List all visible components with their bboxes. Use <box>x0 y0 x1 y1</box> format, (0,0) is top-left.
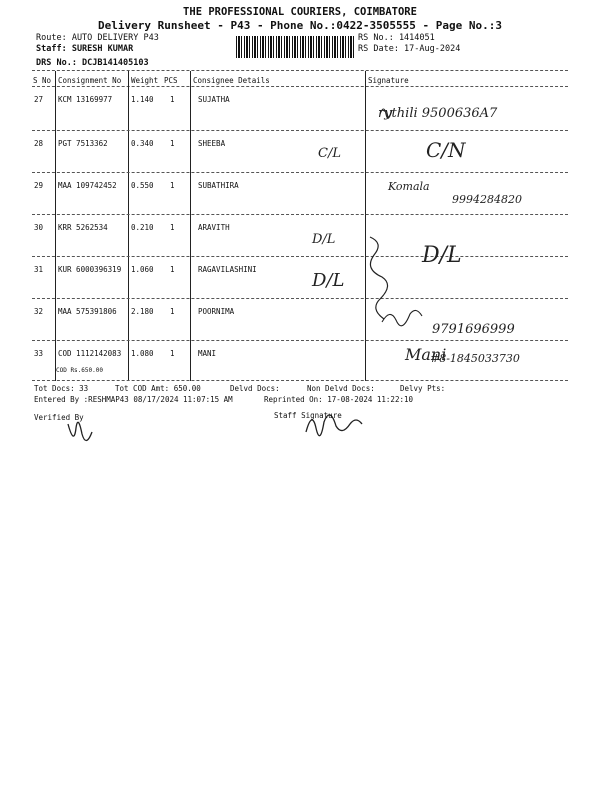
row-consignee: SUBATHIRA <box>198 181 239 190</box>
row-pcs: 1 <box>170 223 175 232</box>
row-consignment: KRR 5262534 <box>58 223 108 232</box>
row-sno: 29 <box>34 181 44 190</box>
col-header-consignee: Consignee Details <box>193 76 270 85</box>
company-title: THE PROFESSIONAL COURIERS, COIMBATORE <box>183 6 417 18</box>
drs-number: DRS No.: DCJB141405103 <box>36 58 149 68</box>
cod-amount: COD Rs.650.00 <box>56 367 103 374</box>
row-weight: 1.060 <box>131 265 154 274</box>
signature-scribble <box>68 422 92 440</box>
row-consignee: ARAVITH <box>198 223 230 232</box>
tot-cod-label: Tot COD Amt: <box>115 384 170 393</box>
row-sno: 33 <box>34 349 44 358</box>
tot-cod <box>115 384 201 393</box>
row-pcs: 1 <box>170 307 175 316</box>
row-weight: 0.210 <box>131 223 154 232</box>
staff-label: Staff: SURESH KUMAR <box>36 44 134 54</box>
row-consignment: KCM 13169977 <box>58 95 113 104</box>
reprinted-on: Reprinted On: 17-08-2024 11:22:10 <box>264 395 414 404</box>
handwritten-phone: #8-1845033730 <box>430 352 520 365</box>
row-pcs: 1 <box>170 265 175 274</box>
row-weight: 0.550 <box>131 181 154 190</box>
non-delvd-docs: Non Delvd Docs: <box>307 384 375 393</box>
row-consignment: PGT 7513362 <box>58 139 108 148</box>
row-consignment: COD 1112142083 <box>58 349 122 358</box>
route-label: Route: AUTO DELIVERY P43 <box>36 33 159 43</box>
handwritten-phone: 9994284820 <box>452 193 522 206</box>
row-consignment: MAA 575391806 <box>58 307 117 316</box>
tot-docs-label: Tot Docs: <box>34 384 75 393</box>
totals-line <box>34 384 88 393</box>
row-sno: 27 <box>34 95 44 104</box>
row-consignee: MANI <box>198 349 217 358</box>
handwritten-mark: C/L <box>318 146 341 161</box>
handwritten-receiver: Mani <box>405 345 447 364</box>
col-header-sno: S No <box>33 76 52 85</box>
verified-by-label: Verified By <box>34 413 84 422</box>
col-header-pcs: PCS <box>164 76 178 85</box>
row-weight: 1.140 <box>131 95 154 104</box>
handwritten-mark: D/L <box>422 243 462 268</box>
tot-cod-value: 650.00 <box>173 384 201 393</box>
entered-by: Entered By :RESHMAP43 08/17/2024 11:07:15 AM <box>34 395 233 404</box>
row-sno: 31 <box>34 265 44 274</box>
col-header-weight: Weight <box>131 76 159 85</box>
signature-scribble <box>370 237 388 319</box>
signature-scribble <box>380 109 392 118</box>
handwritten-mark: D/L <box>312 270 345 291</box>
row-consignee: RAGAVILASHINI <box>198 265 257 274</box>
tot-docs-value: 33 <box>79 384 89 393</box>
row-consignment: MAA 109742452 <box>58 181 117 190</box>
handwritten-mark: D/L <box>312 232 336 247</box>
row-weight: 0.340 <box>131 139 154 148</box>
runsheet-subtitle: Delivery Runsheet - P43 - Phone No.:0422-3505555 - Page No.:3 <box>98 19 502 32</box>
col-header-signature: Signature <box>368 76 409 85</box>
delvy-pts: Delvy Pts: <box>400 384 446 393</box>
row-weight: 1.080 <box>131 349 154 358</box>
row-weight: 2.180 <box>131 307 154 316</box>
row-consignee: SUJATHA <box>198 95 230 104</box>
row-pcs: 1 <box>170 349 175 358</box>
col-header-consignment: Consignment No <box>58 76 122 85</box>
handwritten-receiver: Komala <box>388 180 430 193</box>
rs-date: RS Date: 17-Aug-2024 <box>358 44 461 54</box>
handwritten-receiver: rythili 9500636A7 <box>378 106 498 121</box>
row-consignment: KUR 6000396319 <box>58 265 122 274</box>
row-consignee: POORNIMA <box>198 307 235 316</box>
row-consignee: SHEEBA <box>198 139 226 148</box>
row-pcs: 1 <box>170 181 175 190</box>
row-pcs: 1 <box>170 95 175 104</box>
row-pcs: 1 <box>170 139 175 148</box>
staff-signature-label: Staff Signature <box>274 411 342 420</box>
row-sno: 32 <box>34 307 44 316</box>
signature-scribble <box>382 310 422 325</box>
handwritten-mark: C/N <box>426 138 466 162</box>
row-sno: 30 <box>34 223 44 232</box>
rs-number: RS No.: 1414051 <box>358 33 435 43</box>
delvd-docs: Delvd Docs: <box>230 384 280 393</box>
handwritten-phone: 9791696999 <box>432 322 515 337</box>
row-sno: 28 <box>34 139 44 148</box>
